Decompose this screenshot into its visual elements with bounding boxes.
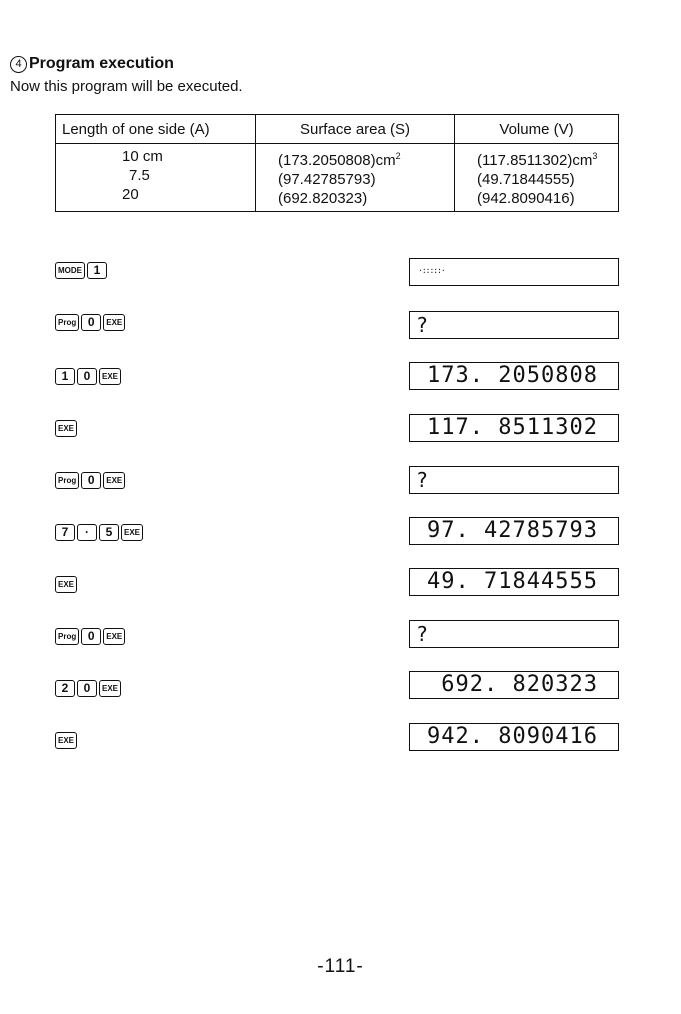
calculator-display xyxy=(409,620,619,648)
key-0[interactable]: 0 xyxy=(81,472,101,489)
volume-cell: (942.8090416) xyxy=(477,190,575,207)
length-cell: 7.5 xyxy=(129,167,150,184)
key-exe[interactable]: EXE xyxy=(55,576,77,593)
volume-cell: $(117.8511302)cm^3$ xyxy=(477,151,598,169)
page-number: -111- xyxy=(317,956,364,977)
key-exe[interactable]: EXE xyxy=(103,314,125,331)
key-prog[interactable]: Prog xyxy=(55,472,79,489)
key-exe[interactable]: EXE xyxy=(99,368,121,385)
key-exe[interactable]: EXE xyxy=(99,680,121,697)
surface-cell: $(173.2050808)cm^2$ xyxy=(278,151,401,169)
surface-cell: (97.42785793) xyxy=(278,171,376,188)
cursor-indicator: ·:::::· xyxy=(418,266,445,275)
header-surface: Surface area (S) xyxy=(256,115,455,144)
header-volume: Volume (V) xyxy=(455,115,619,144)
input-prompt: ? xyxy=(416,468,429,492)
calculator-display xyxy=(409,568,619,596)
key-sequence xyxy=(55,418,77,438)
key-exe[interactable]: EXE xyxy=(55,420,77,437)
display-value: 117. 8511302 xyxy=(427,415,598,440)
intro-text: Now this program will be executed. xyxy=(10,78,243,95)
calculator-display xyxy=(409,414,619,442)
calculator-display xyxy=(409,362,619,390)
key-sequence xyxy=(55,470,125,490)
input-prompt: ? xyxy=(416,622,429,646)
calculator-display xyxy=(409,671,619,699)
key-prog[interactable]: Prog xyxy=(55,628,79,645)
key-exe[interactable]: EXE xyxy=(103,628,125,645)
display-value: 97. 42785793 xyxy=(427,518,598,543)
key-0[interactable]: 0 xyxy=(81,314,101,331)
section-title: Program execution xyxy=(29,55,174,72)
display-value: 692. 820323 xyxy=(441,672,598,697)
key-sequence xyxy=(55,626,125,646)
surface-column xyxy=(256,144,455,212)
table-row xyxy=(56,144,619,212)
unit-exponent: 3 xyxy=(592,151,598,161)
length-column xyxy=(56,144,256,212)
key-2[interactable]: 2 xyxy=(55,680,75,697)
results-table xyxy=(55,114,619,212)
key-sequence xyxy=(55,678,121,698)
length-cell: 20 xyxy=(122,186,139,203)
table-header-row xyxy=(56,115,619,144)
calculator-display xyxy=(409,258,619,286)
volume-column xyxy=(455,144,619,212)
key-1[interactable]: 1 xyxy=(55,368,75,385)
key-sequence xyxy=(55,522,143,542)
key-sequence xyxy=(55,312,125,332)
unit-exponent: 2 xyxy=(395,151,401,161)
key-1[interactable]: 1 xyxy=(87,262,107,279)
key-prog[interactable]: Prog xyxy=(55,314,79,331)
key-mode[interactable]: MODE xyxy=(55,262,85,279)
input-prompt: ? xyxy=(416,313,429,337)
calculator-display xyxy=(409,466,619,494)
display-value: 173. 2050808 xyxy=(427,363,598,388)
key-0[interactable]: 0 xyxy=(77,680,97,697)
key-sequence xyxy=(55,730,77,750)
section-number: 4 xyxy=(10,56,27,73)
key-exe[interactable]: EXE xyxy=(55,732,77,749)
key-exe[interactable]: EXE xyxy=(103,472,125,489)
calculator-display xyxy=(409,723,619,751)
key-sequence xyxy=(55,574,77,594)
header-length: Length of one side (A) xyxy=(56,115,256,144)
display-value: 49. 71844555 xyxy=(427,569,598,594)
key-0[interactable]: 0 xyxy=(81,628,101,645)
key-0[interactable]: 0 xyxy=(77,368,97,385)
key-sequence xyxy=(55,366,121,386)
key-sequence xyxy=(55,260,107,280)
key-5[interactable]: 5 xyxy=(99,524,119,541)
calculator-display xyxy=(409,517,619,545)
section-heading xyxy=(10,55,174,73)
length-cell: 10 cm xyxy=(122,148,163,165)
key-exe[interactable]: EXE xyxy=(121,524,143,541)
calculator-display xyxy=(409,311,619,339)
key-decimal-point[interactable]: · xyxy=(77,524,97,541)
volume-cell: (49.71844555) xyxy=(477,171,575,188)
display-value: 942. 8090416 xyxy=(427,724,598,749)
surface-cell: (692.820323) xyxy=(278,190,368,207)
key-7[interactable]: 7 xyxy=(55,524,75,541)
